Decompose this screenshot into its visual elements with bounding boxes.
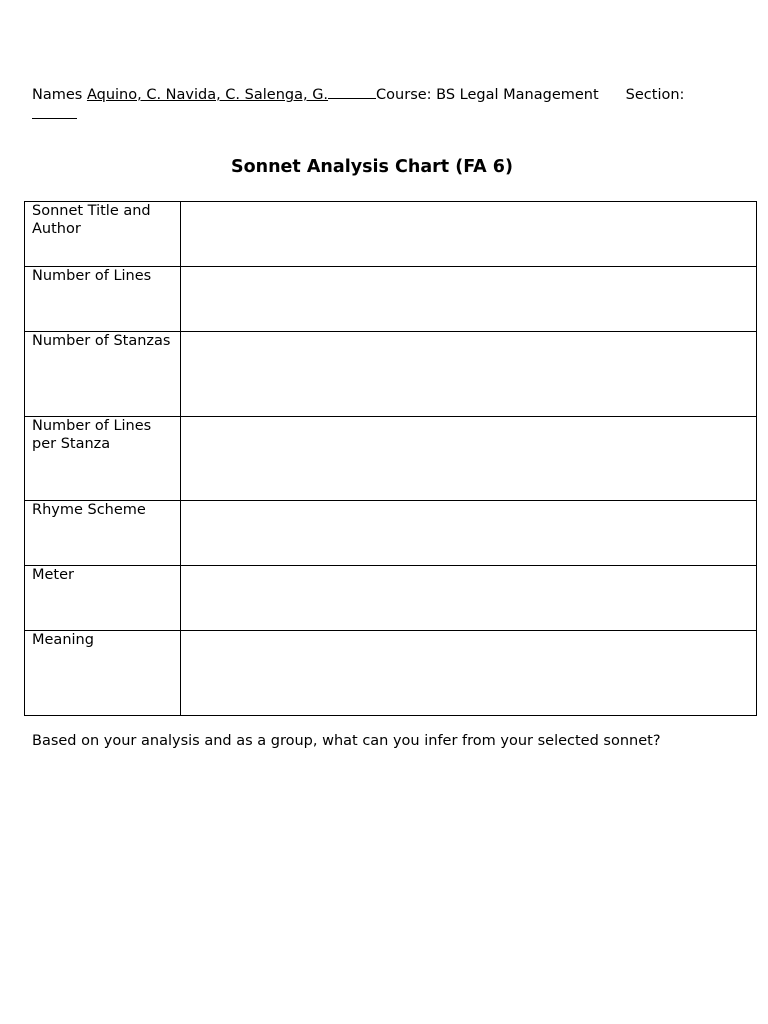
course-value[interactable]: BS Legal Management [436, 87, 599, 103]
section-label: Section: [625, 87, 685, 103]
row-label: Meter [25, 566, 181, 631]
row-value-cell[interactable] [181, 202, 757, 267]
table-row [25, 267, 757, 332]
row-value-cell[interactable] [181, 267, 757, 332]
row-value-cell[interactable] [181, 566, 757, 631]
row-value-cell[interactable] [181, 631, 757, 716]
header-line [32, 84, 684, 103]
table-row [25, 332, 757, 417]
course-label: Course: [376, 87, 432, 103]
row-value-cell[interactable] [181, 332, 757, 417]
table-row [25, 566, 757, 631]
sonnet-analysis-table [24, 201, 757, 716]
table-row [25, 417, 757, 501]
page-title: Sonnet Analysis Chart (FA 6) [231, 157, 513, 177]
names-blank-line [328, 84, 376, 99]
row-label: Number of Lines per Stanza [25, 417, 181, 501]
row-label: Rhyme Scheme [25, 501, 181, 566]
row-value-cell[interactable] [181, 417, 757, 501]
table-row [25, 631, 757, 716]
names-label: Names [32, 87, 83, 103]
names-value[interactable]: Aquino, C. Navida, C. Salenga, G. [86, 87, 329, 103]
analysis-question: Based on your analysis and as a group, what can you infer from your selected sonnet? [32, 733, 661, 749]
row-label: Meaning [25, 631, 181, 716]
section-value-blank[interactable] [32, 118, 77, 119]
row-label: Number of Lines [25, 267, 181, 332]
row-label: Number of Stanzas [25, 332, 181, 417]
row-value-cell[interactable] [181, 501, 757, 566]
row-label: Sonnet Title and Author [25, 202, 181, 267]
table-row [25, 202, 757, 267]
table-row [25, 501, 757, 566]
